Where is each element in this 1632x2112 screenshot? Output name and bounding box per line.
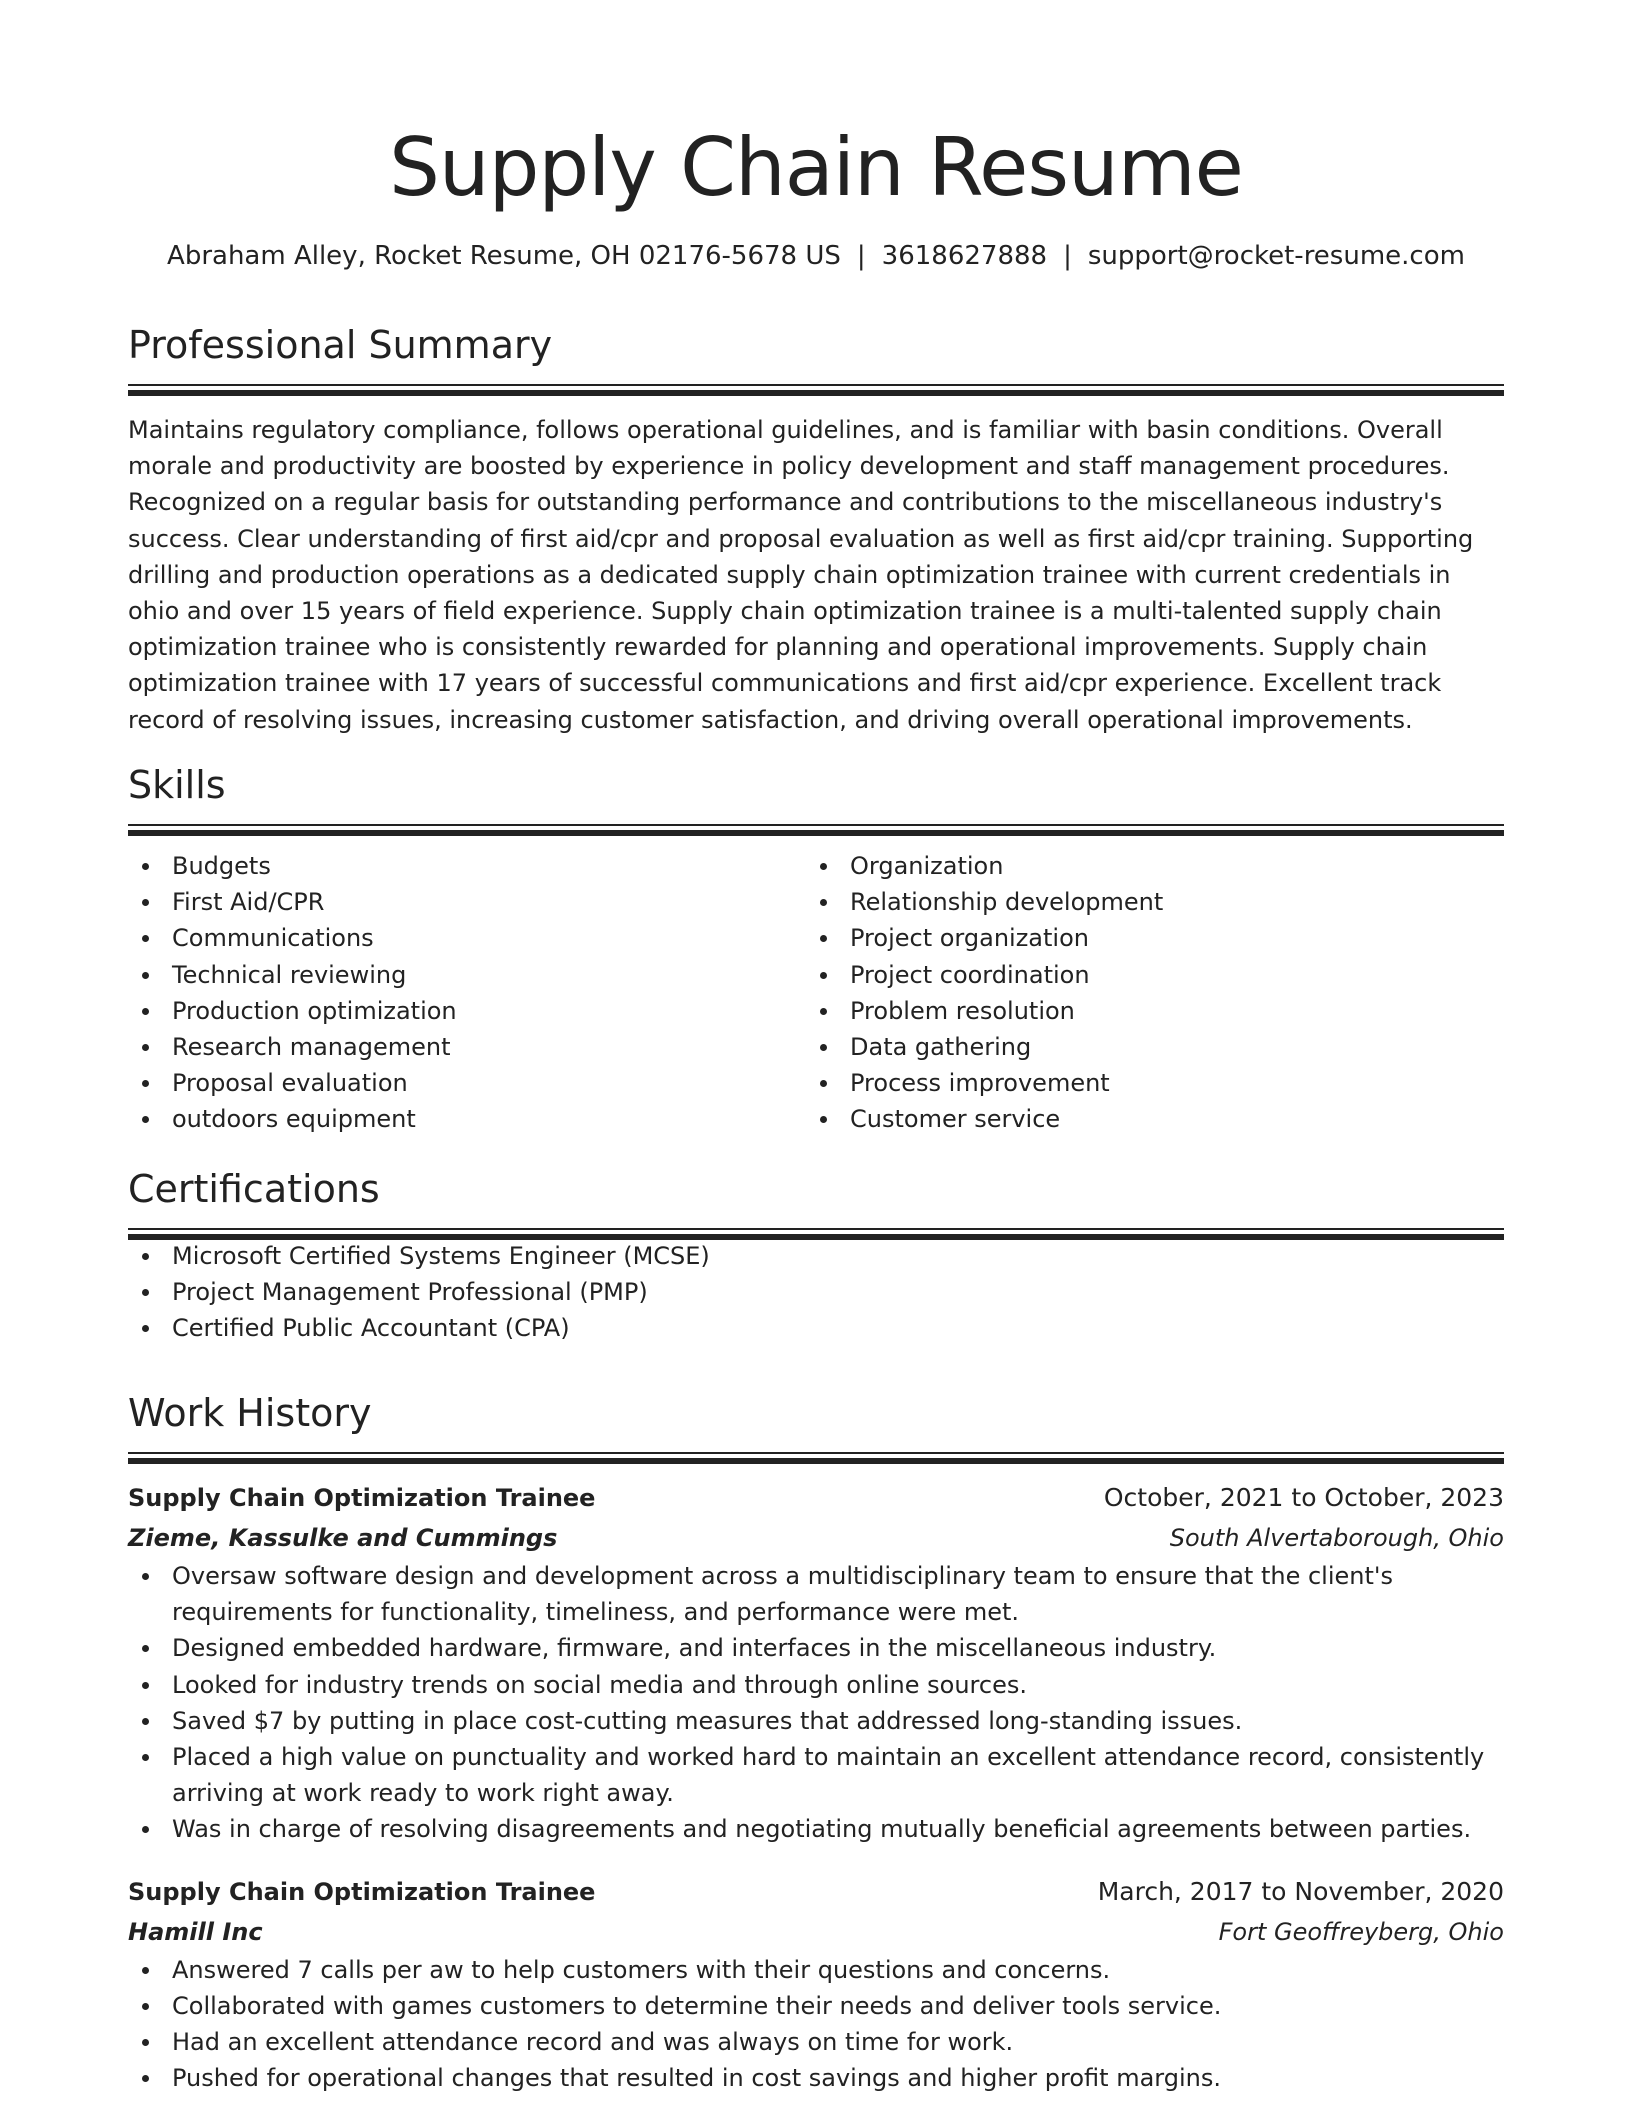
- job-entry: [128, 1478, 1504, 1848]
- skills-list-right: [806, 848, 1484, 1138]
- certification-item: Microsoft Certified Systems Engineer (MCSE): [128, 1238, 1504, 1274]
- summary-text: Maintains regulatory compliance, follows operational guidelines, and is familiar with basin conditions. Overall morale and productivity are boosted by experience in policy development and staff management procedures. Recognized on a regular basis for outstanding performance and contributions to the miscellaneous industry's success. Clear understanding of first aid/cpr and proposal evaluation as well as first aid/cpr training. Supporting drilling and production operations as a dedicated supply chain optimization trainee with current credentials in ohio and over 15 years of field experience. Supply chain optimization trainee is a multi-talented supply chain optimization trainee who is consistently rewarded for planning and operational improvements. Supply chain optimization trainee with 17 years of successful communications and first aid/cpr experience. Excellent track record of resolving issues, increasing customer satisfaction, and driving overall operational improvements.: [128, 416, 1474, 734]
- certifications-heading: Certifications: [128, 1167, 380, 1211]
- skills-heading: Skills: [128, 763, 226, 807]
- responsibility-item: Was in charge of resolving disagreements and negotiating mutually beneficial agreements between parties.: [128, 1811, 1504, 1847]
- document-title: Supply Chain Resume: [389, 121, 1243, 214]
- section-divider: [128, 1452, 1504, 1462]
- contact-phone: 3618627888: [881, 241, 1048, 271]
- skill-item: Budgets: [128, 848, 806, 884]
- section-divider: [128, 1228, 1504, 1238]
- responsibility-item: Designed embedded hardware, firmware, and interfaces in the miscellaneous industry.: [128, 1630, 1504, 1666]
- certifications-list: [128, 1238, 1504, 1347]
- skill-item: Organization: [806, 848, 1484, 884]
- section-divider: [128, 384, 1504, 394]
- contact-email: support@rocket-resume.com: [1087, 241, 1465, 271]
- responsibility-item: Looked for industry trends on social media and through online sources.: [128, 1667, 1504, 1703]
- skill-item: Relationship development: [806, 884, 1484, 920]
- certifications-section: [128, 1164, 1504, 1347]
- job-location: Fort Geoffreyberg, Ohio: [1218, 1917, 1504, 1946]
- job-location: South Alvertaborough, Ohio: [1169, 1524, 1504, 1552]
- job-responsibilities: [128, 1952, 1504, 2097]
- responsibility-item: Had an excellent attendance record and was always on time for work.: [128, 2024, 1504, 2060]
- skill-item: Process improvement: [806, 1065, 1484, 1101]
- skills-list-left: [128, 848, 806, 1138]
- job-responsibilities: [128, 1558, 1504, 1848]
- skill-item: Communications: [128, 920, 806, 956]
- job-company: Hamill Inc: [128, 1917, 263, 1946]
- responsibility-item: Oversaw software design and development across a multidisciplinary team to ensure that the client's requirements for functionality, timeliness, and performance were met.: [128, 1558, 1504, 1630]
- summary-section: [128, 320, 1504, 738]
- work-history-section: [128, 1388, 1504, 2096]
- job-company: Zieme, Kassulke and Cummings: [128, 1524, 558, 1552]
- skill-item: Technical reviewing: [128, 957, 806, 993]
- job-title: Supply Chain Optimization Trainee: [128, 1877, 596, 1906]
- responsibility-item: Answered 7 calls per aw to help customers with their questions and concerns.: [128, 1952, 1504, 1988]
- contact-address: Abraham Alley, Rocket Resume, OH 02176-5678 US: [167, 241, 841, 271]
- responsibility-item: Collaborated with games customers to determine their needs and deliver tools service.: [128, 1988, 1504, 2024]
- skill-item: Production optimization: [128, 993, 806, 1029]
- skill-item: Problem resolution: [806, 993, 1484, 1029]
- responsibility-item: Pushed for operational changes that resulted in cost savings and higher profit margins.: [128, 2060, 1504, 2096]
- skill-item: First Aid/CPR: [128, 884, 806, 920]
- work-history-heading: Work History: [128, 1391, 372, 1435]
- job-subheader: [128, 1912, 1504, 1952]
- certification-item: Certified Public Accountant (CPA): [128, 1310, 1504, 1346]
- certification-item: Project Management Professional (PMP): [128, 1274, 1504, 1310]
- job-subheader: [128, 1518, 1504, 1558]
- skill-item: Proposal evaluation: [128, 1065, 806, 1101]
- skills-section: [128, 760, 1504, 1138]
- contact-line: [128, 238, 1504, 274]
- skill-item: outdoors equipment: [128, 1101, 806, 1137]
- skill-item: Project coordination: [806, 957, 1484, 993]
- skills-columns: [128, 848, 1504, 1138]
- section-divider: [128, 824, 1504, 834]
- contact-separator: |: [856, 241, 866, 271]
- job-header: [128, 1872, 1504, 1912]
- job-title: Supply Chain Optimization Trainee: [128, 1484, 596, 1512]
- summary-heading: Professional Summary: [128, 323, 553, 367]
- contact-separator: |: [1063, 241, 1072, 271]
- skill-item: Data gathering: [806, 1029, 1484, 1065]
- responsibility-item: Placed a high value on punctuality and worked hard to maintain an excellent attendance record, consistently arriving at work ready to work right away.: [128, 1739, 1504, 1811]
- skill-item: Customer service: [806, 1101, 1484, 1137]
- job-header: [128, 1478, 1504, 1518]
- skill-item: Project organization: [806, 920, 1484, 956]
- job-dates: March, 2017 to November, 2020: [1097, 1876, 1504, 1906]
- job-entry: [128, 1872, 1504, 2097]
- skill-item: Research management: [128, 1029, 806, 1065]
- job-dates: October, 2021 to October, 2023: [1103, 1483, 1504, 1512]
- responsibility-item: Saved $7 by putting in place cost-cutting measures that addressed long-standing issues.: [128, 1703, 1504, 1739]
